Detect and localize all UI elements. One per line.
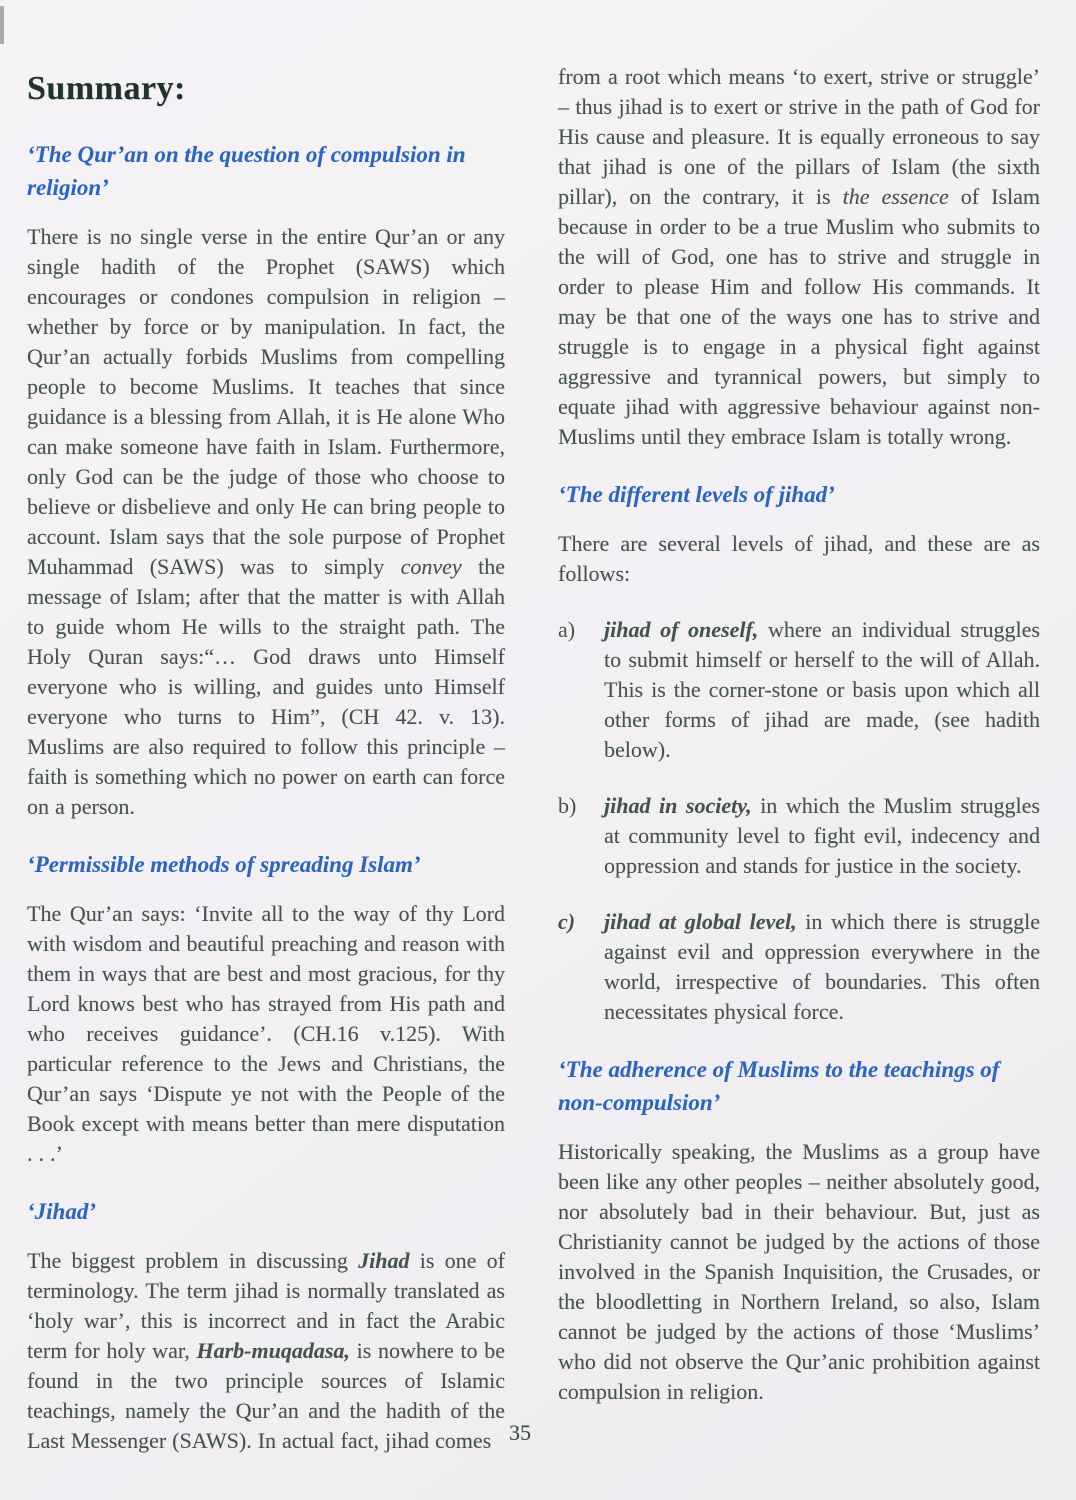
- list-item-jihad-in-society: [558, 791, 1040, 881]
- list-marker: a): [558, 617, 576, 642]
- paragraph-levels-intro: There are several levels of jihad, and these are as follows:: [558, 531, 1040, 586]
- page-number: 35: [509, 1420, 531, 1445]
- paragraph-jihad-terminology: The biggest problem in discussing Jihad is one of terminology. The term jihad is normally translated as ‘holy war’, this is incorrect and in fact the Arabic term for holy war, Harb-muqadasa, is nowhere to be found in the two principle sources of Islamic teachings, namely the Qur’an and the hadith of the Last Messenger (SAWS). In actual fact, jihad comes: [27, 1248, 506, 1453]
- list-item-text: jihad in society, in which the Muslim struggles at community level to fight evil, indecency and oppression and stands for justice in the society.: [604, 793, 1040, 878]
- list-item-text: jihad of oneself, where an individual struggles to submit himself or herself to the will of Allah. This is the corner-stone or basis upon which all other forms of jihad are made, (see hadith below).: [604, 617, 1040, 762]
- paragraph-compulsion: There is no single verse in the entire Qur’an or any single hadith of the Prophet (SAWS) which encourages or condones compulsion in religion – whether by force or by manipulation. In fact, the Qur’an actually forbids Muslims from compelling people to become Muslims. It teaches that since guidance is a blessing from Allah, it is He alone Who can make someone have faith in Islam. Furthermore, only God can be the judge of those who choose to believe or disbelieve and only He can bring people to account. Islam says that the sole purpose of Prophet Muhammad (SAWS) was to simply convey the message of Islam; after that the matter is with Allah to guide whom He wills to the straight path. The Holy Quran says:“… God draws unto Himself everyone who is willing, and guides unto Himself everyone who turns to Him”, (CH 42. v. 13). Muslims are also required to follow this principle – faith is something which no power on earth can force on a person.: [27, 224, 505, 819]
- section-heading-compulsion: ‘The Qur’an on the question of compulsion in religion’: [27, 142, 466, 200]
- paragraph-jihad-continuation: from a root which means ‘to exert, strive or struggle’ – thus jihad is to exert or strive in the path of God for His cause and pleasure. It is equally erroneous to say that jihad is one of the pillars of Islam (the sixth pillar), on the contrary, it is the essence of Islam because in order to be a true Muslim who submits to the will of God, one has to strive and struggle in order to please Him and follow His commands. It may be that one of the ways one has to strive and struggle is to engage in a physical fight against aggressive and tyrannical powers, but simply to equate jihad with aggressive behaviour against non-Muslims until they embrace Islam is totally wrong.: [558, 64, 1041, 449]
- list-marker: c): [558, 909, 576, 934]
- list-item-jihad-of-oneself: [558, 615, 1040, 765]
- scan-artifact-top-left: [0, 6, 4, 44]
- paragraph-adherence: Historically speaking, the Muslims as a group have been like any other peoples – neither absolutely good, nor absolutely bad in their behaviour. But, just as Christianity cannot be judged by the actions of those involved in the Spanish Inquisition, the Crusades, or the bloodletting in Northern Ireland, so also, Islam cannot be judged by the actions of those ‘Muslims’ who did not observe the Qur’anic prohibition against compulsion in religion.: [558, 1139, 1040, 1404]
- list-item-jihad-global-level: [558, 907, 1040, 1027]
- section-heading-adherence: ‘The adherence of Muslims to the teachings of non-compulsion’: [558, 1057, 1000, 1115]
- list-item-text: jihad at global level, in which there is struggle against evil and oppression everywhere in the world, irrespective of boundaries. This often necessitates physical force.: [604, 909, 1040, 1024]
- left-column: [27, 70, 505, 1482]
- paragraph-permissible-methods: The Qur’an says: ‘Invite all to the way of thy Lord with wisdom and beautiful preaching and reason with them in ways that are best and most gracious, for thy Lord knows best who has strayed from His path and who receives guidance’. (CH.16 v.125). With particular reference to the Jews and Christians, the Qur’an says ‘Dispute ye not with the People of the Book except with means better than mere disputation . . .’: [27, 901, 505, 1166]
- section-heading-levels-of-jihad: ‘The different levels of jihad’: [558, 482, 835, 507]
- summary-title: Summary:: [27, 70, 186, 107]
- section-heading-jihad: ‘Jihad’: [27, 1199, 96, 1224]
- right-column: [558, 62, 1040, 1433]
- section-heading-permissible-methods: ‘Permissible methods of spreading Islam’: [27, 852, 421, 877]
- list-marker: b): [558, 793, 577, 818]
